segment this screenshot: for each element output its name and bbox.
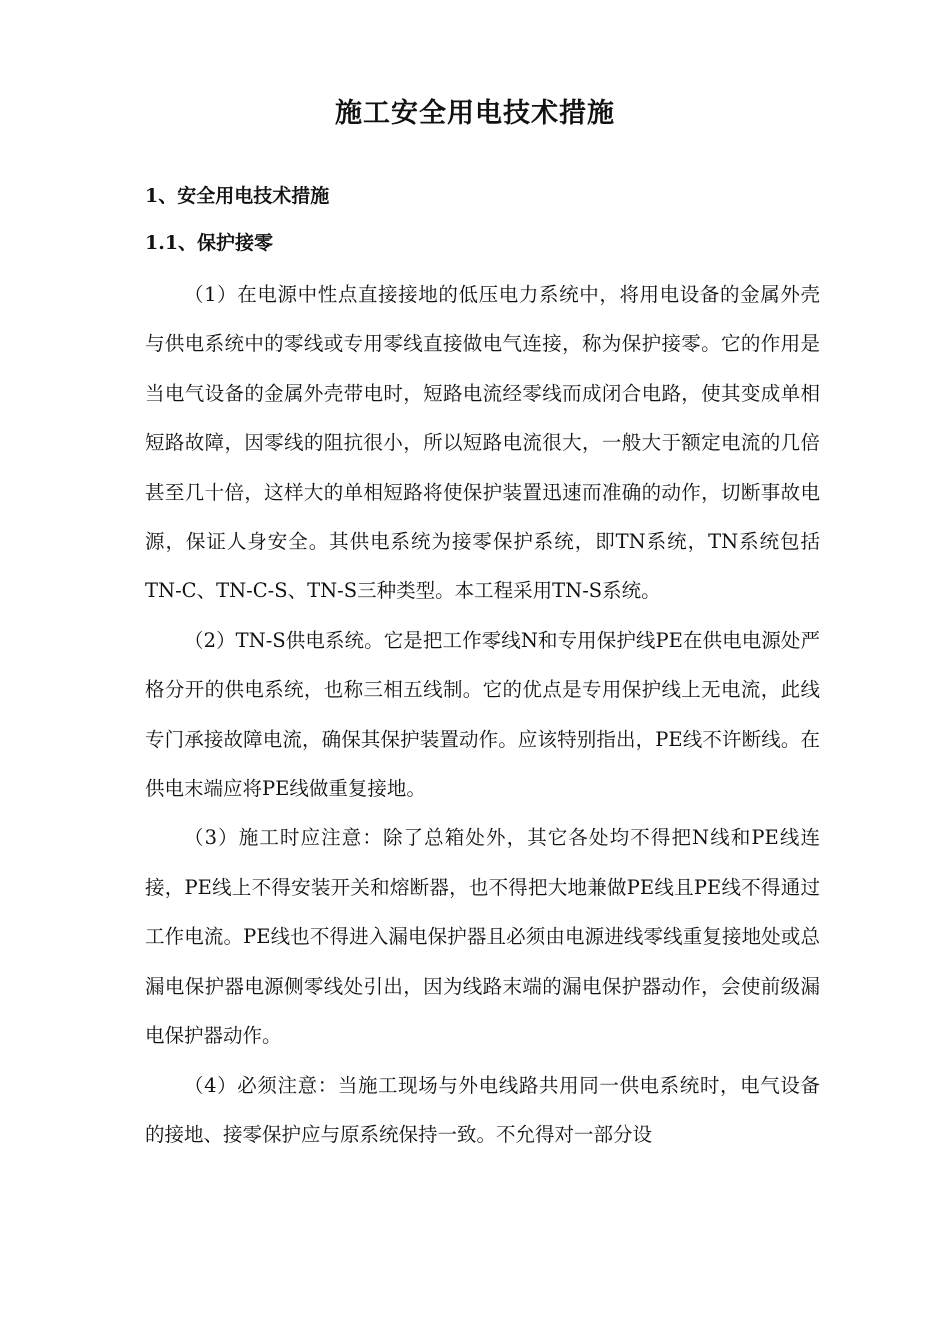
paragraph-4: （4）必须注意：当施工现场与外电线路共用同一供电系统时，电气设备的接地、接零保护应与原系统保持一致。不允得对一部分设 [145,1073,820,1146]
section-heading: 1、安全用电技术措施 [145,185,330,207]
paragraph-2: （2）TN-S供电系统。它是把工作零线N和专用保护线PE在供电电源处严格分开的供电系统，也称三相五线制。它的优点是专用保护线上无电流，此线专门承接故障电流，确保其保护装置动作。应该特别指出，PE线不许断线。在供电末端应将PE线做重复接地。 [145,628,820,801]
subsection-heading: 1.1、保护接零 [145,232,274,254]
document-title: 施工安全用电技术措施 [335,98,615,129]
paragraph-1: （1）在电源中性点直接接地的低压电力系统中，将用电设备的金属外壳与供电系统中的零线或专用零线直接做电气连接，称为保护接零。它的作用是当电气设备的金属外壳带电时，短路电流经零线而成闭合电路，使其变成单相短路故障，因零线的阻抗很小，所以短路电流很大，一般大于额定电流的几倍甚至几十倍，这样大的单相短路将使保护装置迅速而准确的动作，切断事故电源，保证人身安全。其供电系统为接零保护系统，即TN系统，TN系统包括TN-C、TN-C-S、TN-S三种类型。本工程采用TN-S系统。 [145,283,820,603]
paragraph-3: （3）施工时应注意：除了总箱处外，其它各处均不得把N线和PE线连接，PE线上不得安装开关和熔断器，也不得把大地兼做PE线且PE线不得通过工作电流。PE线也不得进入漏电保护器且必须由电源进线零线重复接地处或总漏电保护器电源侧零线处引出，因为线路末端的漏电保护器动作，会使前级漏电保护器动作。 [145,826,820,1048]
document-body [145,176,820,1159]
